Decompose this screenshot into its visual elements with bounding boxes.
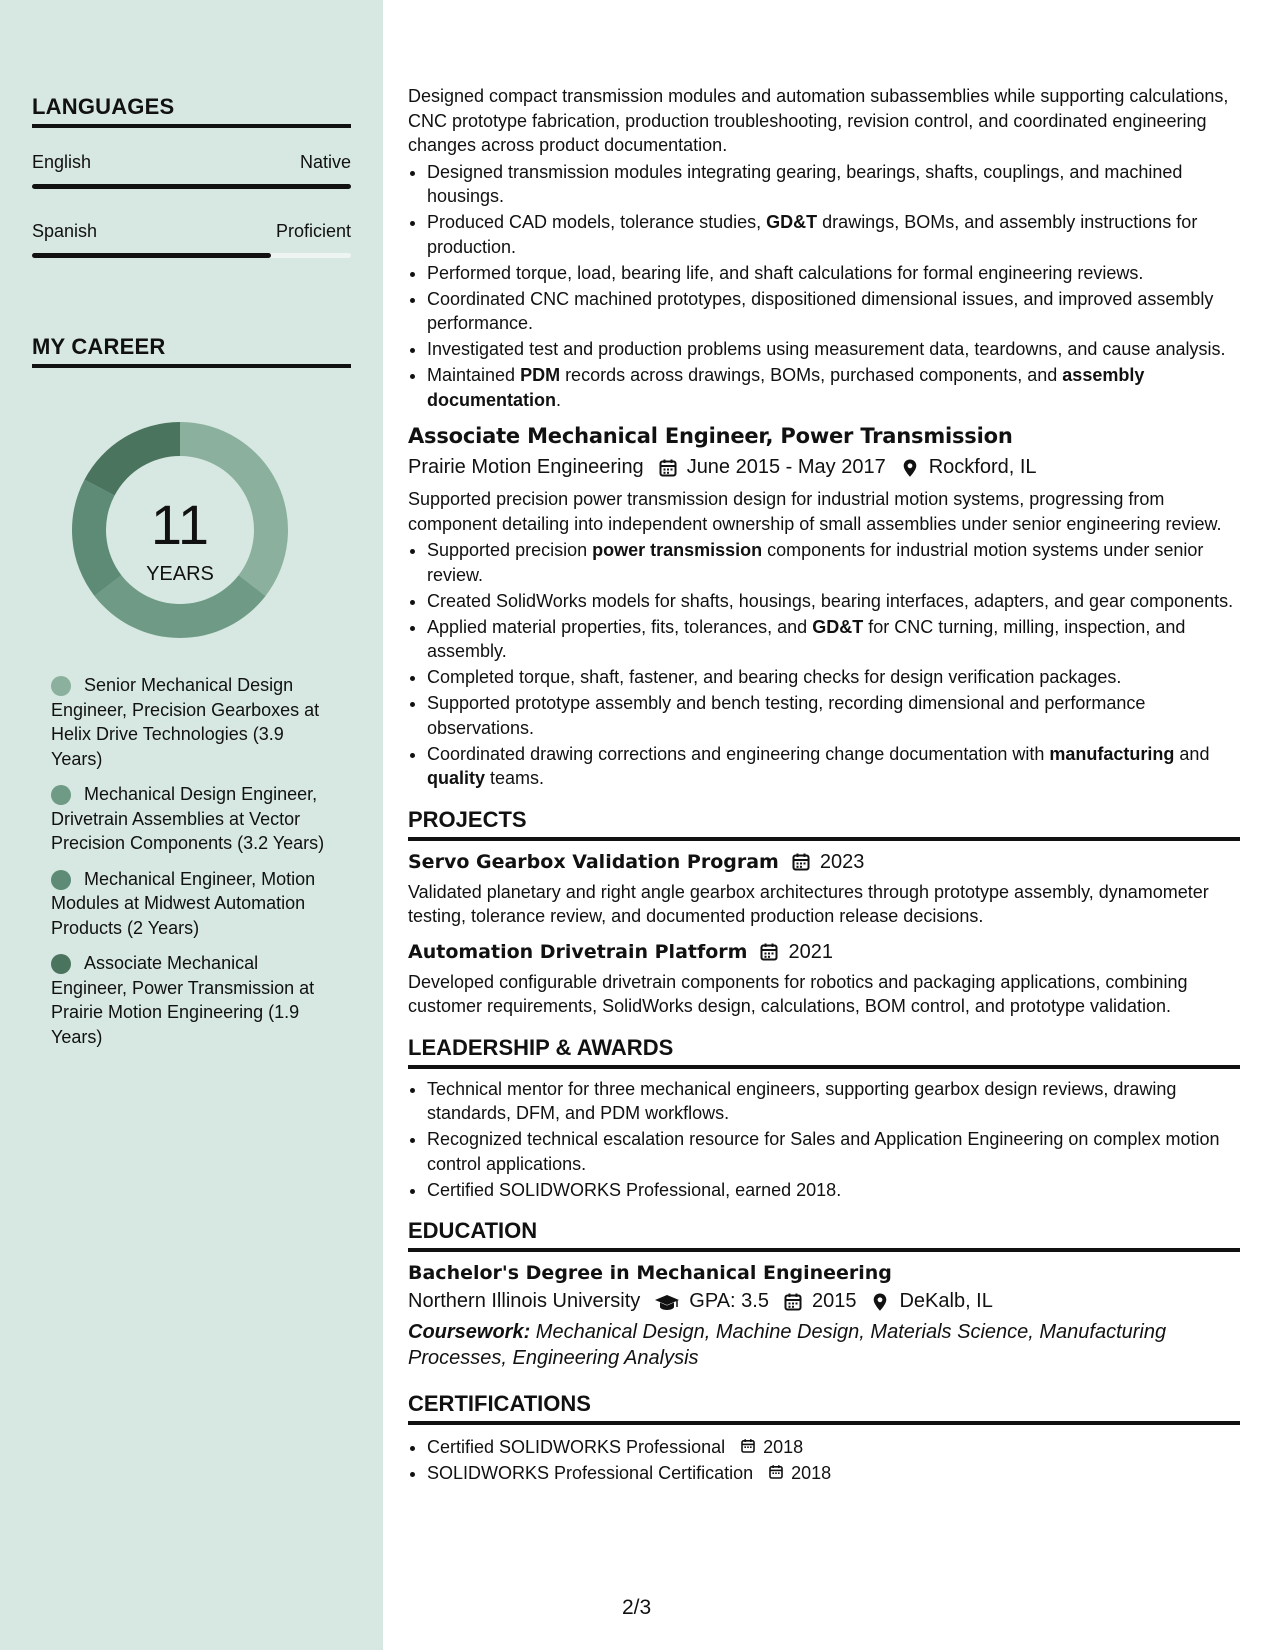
bullet-item: • Designed transmission modules integrating gearing, bearings, shafts, couplings, and machined housings. xyxy=(427,160,1240,209)
bullet-item: • Coordinated CNC machined prototypes, dispositioned dimensional issues, and improved assembly performance. xyxy=(427,287,1240,336)
legend-dot xyxy=(51,785,71,805)
language-name: Spanish xyxy=(32,221,98,241)
bullet-item: • Supported prototype assembly and bench testing, recording dimensional and performance observations. xyxy=(427,691,1240,740)
graduation-cap-icon xyxy=(654,1292,680,1312)
gpa: GPA: 3.5 xyxy=(689,1290,769,1312)
project-name: Servo Gearbox Validation Program xyxy=(408,851,779,873)
bullet-item: • Maintained PDM records across drawings, BOMs, purchased components, and assembly documentation. xyxy=(427,363,1240,412)
leadership-list xyxy=(408,1077,1240,1203)
bullet-item: • Supported precision power transmission components for industrial motion systems under senior review. xyxy=(427,538,1240,587)
bullet-item: • Created SolidWorks models for shafts, housings, bearing interfaces, adapters, and gear components. xyxy=(427,589,1240,614)
sidebar xyxy=(0,0,383,1650)
bullet-item: • Investigated test and production problems using measurement data, teardowns, and cause analysis. xyxy=(427,337,1240,362)
job-summary: Supported precision power transmission design for industrial motion systems, progressing from component detailing into independent ownership of small assemblies under senior engineering review. xyxy=(408,489,1222,534)
language-bar-spanish xyxy=(32,253,351,258)
coursework-label: Coursework: xyxy=(408,1321,531,1343)
bullet-item: • Coordinated drawing corrections and engineering change documentation with manufacturing and quality teams. xyxy=(427,742,1240,791)
job-meta xyxy=(408,456,1240,479)
project-year: 2023 xyxy=(819,850,865,873)
education-location: DeKalb, IL xyxy=(899,1290,993,1312)
experience-summary: Designed compact transmission modules and automation subassemblies while supporting calculations, CNC prototype fabrication, production troubleshooting, revision control, and coordinated engineering changes across product documentation. xyxy=(408,86,1229,155)
project-title xyxy=(408,941,1240,964)
job-bullets xyxy=(408,538,1240,791)
projects-heading: PROJECTS xyxy=(408,807,1240,841)
bullet-item: • Performed torque, load, bearing life, and shaft calculations for formal engineering reviews. xyxy=(427,261,1240,286)
main-content xyxy=(408,84,1240,1487)
career-legend-text: Associate Mechanical Engineer, Power Transmission at Prairie Motion Engineering (1.9 Years) xyxy=(51,953,315,1047)
education-heading: EDUCATION xyxy=(408,1218,1240,1252)
certifications-heading: CERTIFICATIONS xyxy=(408,1391,1240,1425)
donut-slice xyxy=(72,480,121,596)
leadership-heading: LEADERSHIP & AWARDS xyxy=(408,1035,1240,1069)
certification-item xyxy=(427,1435,1240,1460)
certification-item xyxy=(427,1461,1240,1486)
language-level: Native xyxy=(299,152,351,172)
coursework-list: Mechanical Design, Machine Design, Materials Science, Manufacturing Processes, Engineering Analysis xyxy=(408,1321,1167,1369)
career-legend-item xyxy=(51,867,336,941)
calendar-icon xyxy=(783,1292,803,1312)
calendar-icon xyxy=(759,942,779,962)
experience-bullets xyxy=(408,160,1240,413)
language-bar-english xyxy=(32,184,351,189)
certification-year: 2018 xyxy=(763,1437,804,1457)
bullet-item: • Completed torque, shaft, fastener, and bearing checks for design verification packages. xyxy=(427,665,1240,690)
project-year: 2021 xyxy=(788,940,833,963)
company-name: Prairie Motion Engineering xyxy=(408,456,644,478)
career-legend-text: Mechanical Engineer, Motion Modules at Midwest Automation Products (2 Years) xyxy=(51,868,316,938)
location-pin-icon xyxy=(870,1292,890,1312)
language-bar-fill xyxy=(32,253,271,258)
degree-title: Bachelor's Degree in Mechanical Engineering xyxy=(408,1262,892,1284)
donut-slice xyxy=(84,422,180,495)
certification-name: SOLIDWORKS Professional Certification xyxy=(427,1463,754,1483)
language-row-spanish xyxy=(32,221,351,242)
career-legend-item xyxy=(51,951,336,1049)
language-bar-fill xyxy=(32,184,351,189)
language-name: English xyxy=(32,152,92,172)
career-heading: MY CAREER xyxy=(32,334,351,368)
certification-name: Certified SOLIDWORKS Professional xyxy=(427,1437,726,1457)
certification-year: 2018 xyxy=(791,1463,832,1483)
bullet-item: • Applied material properties, fits, tolerances, and GD&T for CNC turning, milling, inspection, and assembly. xyxy=(427,615,1240,664)
project-description: Developed configurable drivetrain components for robotics and packaging applications, combining customer requirements, SolidWorks design, calculations, BOM control, and prototype validation. xyxy=(408,971,1188,1016)
career-total-unit: YEARS xyxy=(146,563,214,585)
language-level: Proficient xyxy=(275,221,351,241)
career-legend xyxy=(51,673,336,1060)
legend-dot xyxy=(51,954,71,974)
calendar-icon xyxy=(740,1437,756,1455)
school-name: Northern Illinois University xyxy=(408,1290,641,1312)
page-number: 2/3 xyxy=(622,1596,652,1619)
calendar-icon xyxy=(791,852,811,872)
certifications-list xyxy=(408,1435,1240,1486)
career-legend-text: Senior Mechanical Design Engineer, Precision Gearboxes at Helix Drive Technologies (3.9 Years) xyxy=(51,675,320,769)
leadership-item: • Technical mentor for three mechanical engineers, supporting gearbox design reviews, drawing standards, DFM, and PDM workflows. xyxy=(427,1077,1240,1126)
career-total-years: 11 xyxy=(150,493,210,556)
legend-dot xyxy=(51,870,71,890)
coursework xyxy=(408,1319,1240,1371)
job-title: Associate Mechanical Engineer, Power Transmission xyxy=(408,424,1013,448)
job-dates: June 2015 - May 2017 xyxy=(686,456,886,478)
languages-heading: LANGUAGES xyxy=(32,94,351,128)
language-row-english xyxy=(32,152,351,173)
career-legend-item xyxy=(51,673,336,771)
calendar-icon xyxy=(658,458,678,478)
education-meta xyxy=(408,1290,1240,1313)
career-donut-chart xyxy=(62,412,298,648)
career-legend-text: Mechanical Design Engineer, Drivetrain Assemblies at Vector Precision Components (3.2 Years) xyxy=(51,784,325,853)
leadership-item: • Recognized technical escalation resource for Sales and Application Engineering on complex motion control applications. xyxy=(427,1127,1240,1176)
leadership-item: • Certified SOLIDWORKS Professional, earned 2018. xyxy=(427,1178,1240,1203)
job-location: Rockford, IL xyxy=(928,456,1037,478)
project-description: Validated planetary and right angle gearbox architectures through prototype assembly, dynamometer testing, tolerance review, and documented production release decisions. xyxy=(408,881,1209,926)
graduation-year: 2015 xyxy=(811,1290,857,1312)
project-title xyxy=(408,851,1240,874)
calendar-icon xyxy=(768,1463,784,1481)
project-name: Automation Drivetrain Platform xyxy=(408,941,748,963)
legend-dot xyxy=(51,676,71,696)
bullet-item: • Produced CAD models, tolerance studies, GD&T drawings, BOMs, and assembly instructions for production. xyxy=(427,210,1240,259)
career-legend-item xyxy=(51,782,336,856)
location-pin-icon xyxy=(900,458,920,478)
